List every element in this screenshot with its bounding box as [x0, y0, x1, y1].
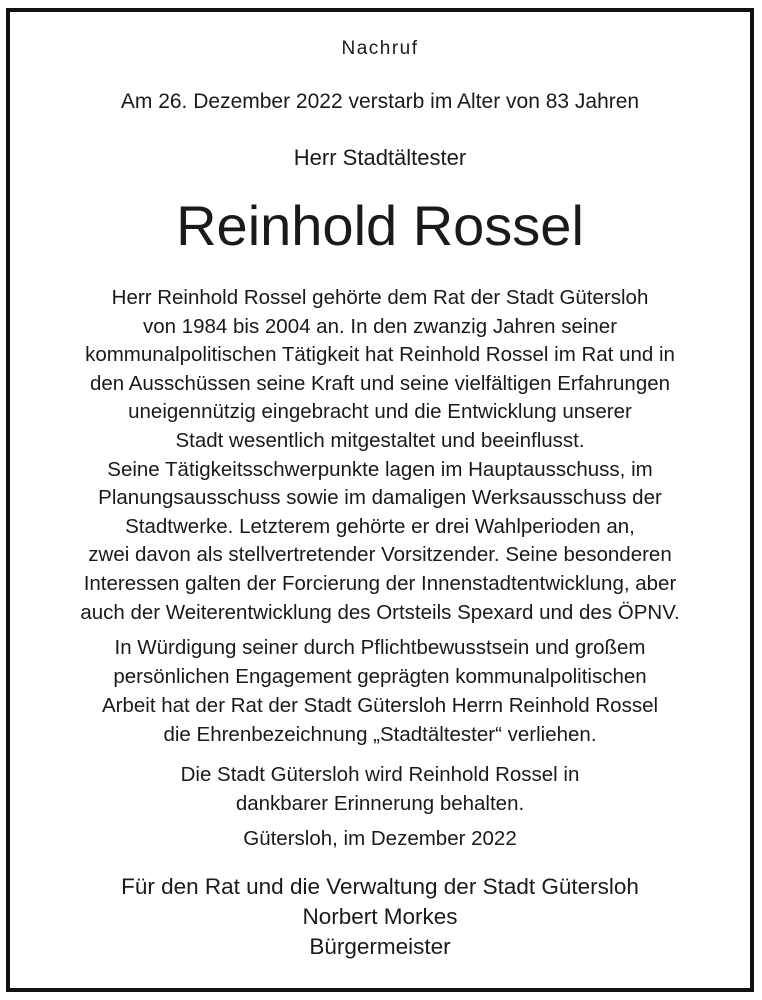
text-line: zwei davon als stellvertretender Vorsitzender. Seine besonderen: [88, 543, 672, 567]
text-line: persönlichen Engagement geprägten kommunalpolitischen: [113, 665, 647, 688]
remembrance-paragraph: [10, 760, 750, 818]
text-line: Interessen galten der Forcierung der Innenstadtentwicklung, aber: [83, 571, 677, 595]
text-line: In Würdigung seiner durch Pflichtbewusstsein und großem: [114, 636, 646, 659]
signature-role: Bürgermeister: [309, 934, 451, 959]
signature-block: [10, 872, 750, 962]
honor-paragraph: [10, 633, 750, 749]
deceased-name: Reinhold Rossel: [176, 194, 584, 257]
biography-paragraph: [10, 284, 750, 627]
text-line: Seine Tätigkeitsschwerpunkte lagen im Hauptausschuss, im: [107, 457, 653, 481]
text-line: auch der Weiterentwicklung des Ortsteils Spexard und des ÖPNV.: [80, 600, 680, 624]
text-line: von 1984 bis 2004 an. In den zwanzig Jahren seiner: [142, 314, 618, 338]
signature-organization: Für den Rat und die Verwaltung der Stadt Gütersloh: [121, 874, 639, 899]
text-line: den Ausschüssen seine Kraft und seine vielfältigen Erfahrungen: [89, 371, 671, 395]
text-line: Stadtwerke. Letzterem gehörte er drei Wahlperioden an,: [125, 514, 635, 538]
text-line: Stadt wesentlich mitgestaltet und beeinflusst.: [175, 428, 585, 452]
obituary-kicker: Nachruf: [341, 38, 419, 59]
signature-name: Norbert Morkes: [302, 904, 458, 929]
obituary-frame: [6, 8, 754, 992]
text-line: Planungsausschuss sowie im damaligen Werksausschuss der: [98, 486, 662, 510]
text-line: kommunalpolitischen Tätigkeit hat Reinhold Rossel im Rat und in: [85, 343, 675, 367]
text-line: Die Stadt Gütersloh wird Reinhold Rossel in: [180, 763, 580, 786]
text-line: Herr Reinhold Rossel gehörte dem Rat der Stadt Gütersloh: [111, 286, 649, 309]
place-date: Gütersloh, im Dezember 2022: [243, 827, 517, 850]
text-line: die Ehrenbezeichnung „Stadtältester“ verliehen.: [163, 723, 597, 746]
text-line: uneigennützig eingebracht und die Entwicklung unserer: [128, 400, 632, 424]
text-line: dankbarer Erinnerung behalten.: [235, 792, 525, 815]
death-line: Am 26. Dezember 2022 verstarb im Alter von 83 Jahren: [120, 90, 640, 113]
honorific-title: Herr Stadtältester: [293, 145, 467, 170]
text-line: Arbeit hat der Rat der Stadt Gütersloh Herrn Reinhold Rossel: [101, 694, 659, 717]
